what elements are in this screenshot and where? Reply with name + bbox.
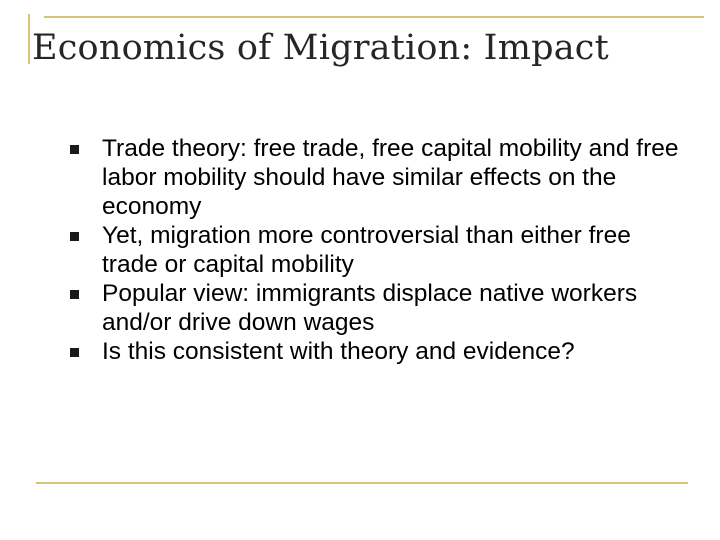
square-bullet-icon — [70, 290, 79, 299]
slide-title: Economics of Migration: Impact — [32, 28, 609, 68]
bullet-list — [70, 134, 680, 366]
title-left-decorative-rule — [28, 14, 30, 64]
bullet-item — [70, 134, 680, 221]
square-bullet-icon — [70, 232, 79, 241]
bullet-item — [70, 221, 680, 279]
bullet-text: Popular view: immigrants displace native workers and/or drive down wages — [102, 280, 638, 336]
bottom-decorative-rule — [36, 482, 688, 484]
bullet-text: Trade theory: free trade, free capital mobility and free labor mobility should have similar effects on the economy — [102, 135, 679, 220]
bullet-item — [70, 279, 680, 337]
bullet-text: Yet, migration more controversial than either free trade or capital mobility — [102, 222, 631, 278]
square-bullet-icon — [70, 348, 79, 357]
top-decorative-rule — [44, 16, 704, 18]
bullet-text: Is this consistent with theory and evidence? — [102, 338, 575, 365]
bullet-item — [70, 337, 680, 366]
square-bullet-icon — [70, 145, 79, 154]
